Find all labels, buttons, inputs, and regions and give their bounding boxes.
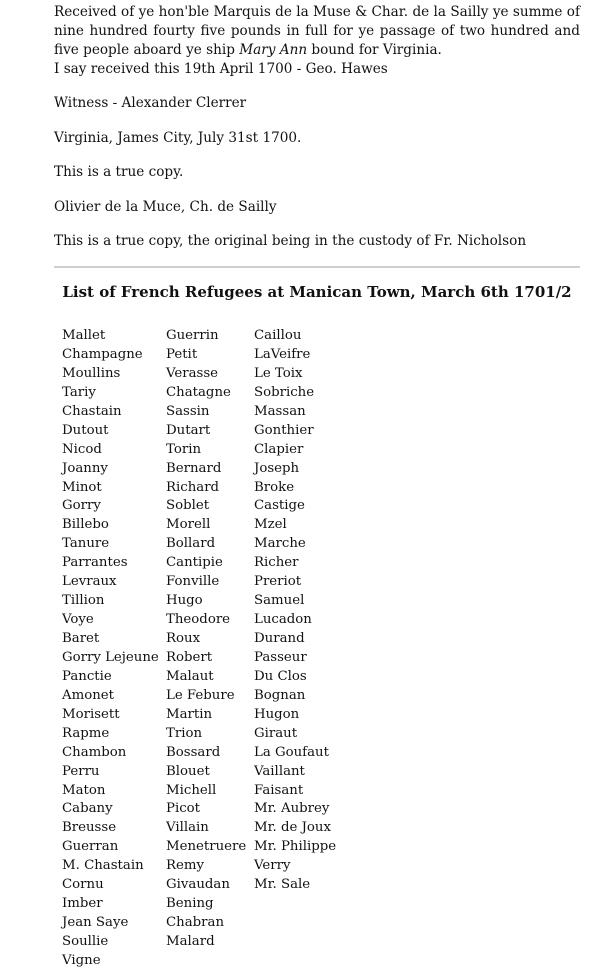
refugee-name: Vigne [62,952,101,968]
refugee-name: Morisett [62,706,120,722]
refugee-name: Mr. Aubrey [254,801,330,817]
refugee-name: Tillion [62,593,105,609]
refugee-name: Vaillant [254,763,305,779]
refugee-name: Bollard [166,536,216,552]
names-column-1 [62,327,159,971]
refugee-name: Soullie [62,934,109,949]
refugee-name: Durand [254,631,305,646]
refugee-name: Marche [254,536,306,552]
refugee-name: Martin [166,706,213,722]
refugee-name: Amonet [62,687,114,703]
refugee-name: Chatagne [166,384,231,400]
refugee-name: Villain [166,820,209,836]
receipt-paragraph [54,3,580,79]
refugee-name: Samuel [254,593,305,609]
refugee-name: Du Clos [254,668,307,684]
refugee-name: Voye [62,612,94,628]
ship-name: Mary Ann [239,42,308,58]
refugee-name: Preriot [254,574,302,590]
refugee-name: Guerran [62,839,119,855]
receipt-text-end: bound for Virginia. [307,42,442,58]
refugee-name: Theodore [166,612,231,628]
received-line: I say received this 19th April 1700 - Geo. Hawes [54,61,388,77]
refugee-name: Guerrin [166,328,219,343]
refugee-name: Richer [254,555,299,571]
refugee-name: M. Chastain [62,858,144,874]
refugee-name: Castige [254,498,305,514]
refugee-name: Imber [62,896,103,912]
refugee-name: Petit [166,346,198,362]
refugee-name: Passeur [254,649,307,665]
refugee-name: Torin [166,441,202,457]
refugee-name: Menetruere [166,839,247,855]
receipt-text: Received of ye hon'ble Marquis de la Muse & Char. de la Sailly ye summe of nine hundred fourty five pounds in full for ye passage of two hundred and five people aboard ye ship [54,4,580,58]
refugee-name: Mr. de Joux [254,820,331,836]
refugee-name: Chastain [62,403,122,419]
refugee-name: Blouet [166,763,210,779]
refugee-name: Nicod [62,441,102,457]
refugee-name: Giraut [254,725,298,741]
refugee-name: Clapier [254,441,304,457]
refugee-name: Cabany [62,801,113,817]
refugee-name: Gorry Lejeune [62,649,159,665]
refugee-name: Mzel [254,517,287,533]
names-column-2 [166,327,246,952]
witness-line: Witness - Alexander Clerrer [54,95,247,111]
names-column-3 [254,327,336,895]
refugee-name: Gorry [62,498,101,514]
refugee-name: Hugon [254,706,300,722]
refugee-name: Michell [166,782,217,798]
refugee-name: Bening [166,896,214,912]
horizontal-divider [54,266,580,268]
refugee-name: Fonville [166,574,220,590]
refugee-name: Picot [166,801,200,817]
refugee-name: Panctie [62,668,112,684]
refugee-name: Maton [62,782,106,798]
place-date-line: Virginia, James City, July 31st 1700. [54,130,302,146]
refugee-name: Lucadon [254,612,312,628]
refugee-name: Givaudan [166,877,230,893]
refugee-name: Faisant [254,782,304,798]
refugee-name: Mallet [62,328,106,343]
true-copy-custody-line: This is a true copy, the original being in the custody of Fr. Nicholson [54,233,527,249]
refugee-name: Mr. Philippe [254,839,337,855]
refugee-name: Parrantes [62,555,128,571]
refugee-name: Sassin [166,403,210,419]
refugee-name: Levraux [62,574,117,590]
refugee-name: Joanny [62,460,108,476]
list-title: List of French Refugees at Manican Town, March 6th 1701/2 [62,283,572,301]
refugee-name: Billebo [62,517,109,533]
refugee-name: Tanure [62,536,110,552]
refugee-name: Broke [254,479,295,495]
refugee-name: Trion [166,725,203,741]
refugee-name: Caillou [254,328,302,343]
refugee-name: Verasse [166,365,219,381]
refugee-name: Jean Saye [62,915,129,931]
refugee-name: Bossard [166,744,221,760]
refugee-name: Tariy [62,384,96,400]
refugee-name: Remy [166,858,205,874]
refugee-name: Champagne [62,346,143,362]
refugee-name: Chabran [166,915,225,931]
refugee-name: Le Febure [166,687,235,703]
true-copy-line: This is a true copy. [54,164,184,180]
refugee-name: Richard [166,479,220,495]
refugee-name: Cornu [62,877,104,893]
refugee-name: Malaut [166,668,214,684]
refugee-name: Le Toix [254,365,303,381]
refugee-name: Rapme [62,725,110,741]
refugee-name: LaVeifre [254,346,311,362]
refugee-name: Perru [62,763,100,779]
refugee-name: Mr. Sale [254,877,311,893]
refugee-name: Cantipie [166,555,223,571]
refugee-name: Morell [166,517,211,533]
refugee-name: Roux [166,631,201,646]
refugee-name: Gonthier [254,422,314,438]
refugee-name: Dutart [166,422,211,438]
refugee-name: Sobriche [254,384,315,400]
refugee-name: Massan [254,403,306,419]
refugee-name: Bognan [254,687,306,703]
refugee-name: Baret [62,631,100,646]
refugee-name: Moullins [62,365,121,381]
refugee-name: Minot [62,479,102,495]
refugee-name: Breusse [62,820,117,836]
refugee-name: Joseph [254,460,300,476]
refugee-name: Soblet [166,498,210,514]
refugee-name: Malard [166,934,215,949]
refugee-name: Verry [254,858,291,874]
signatories-line: Olivier de la Muce, Ch. de Sailly [54,199,277,215]
refugee-name: Bernard [166,460,222,476]
refugee-name: Dutout [62,422,109,438]
refugee-name: Hugo [166,593,203,609]
refugee-name: Chambon [62,744,127,760]
refugee-name: La Goufaut [254,744,329,760]
refugee-name: Robert [166,649,213,665]
